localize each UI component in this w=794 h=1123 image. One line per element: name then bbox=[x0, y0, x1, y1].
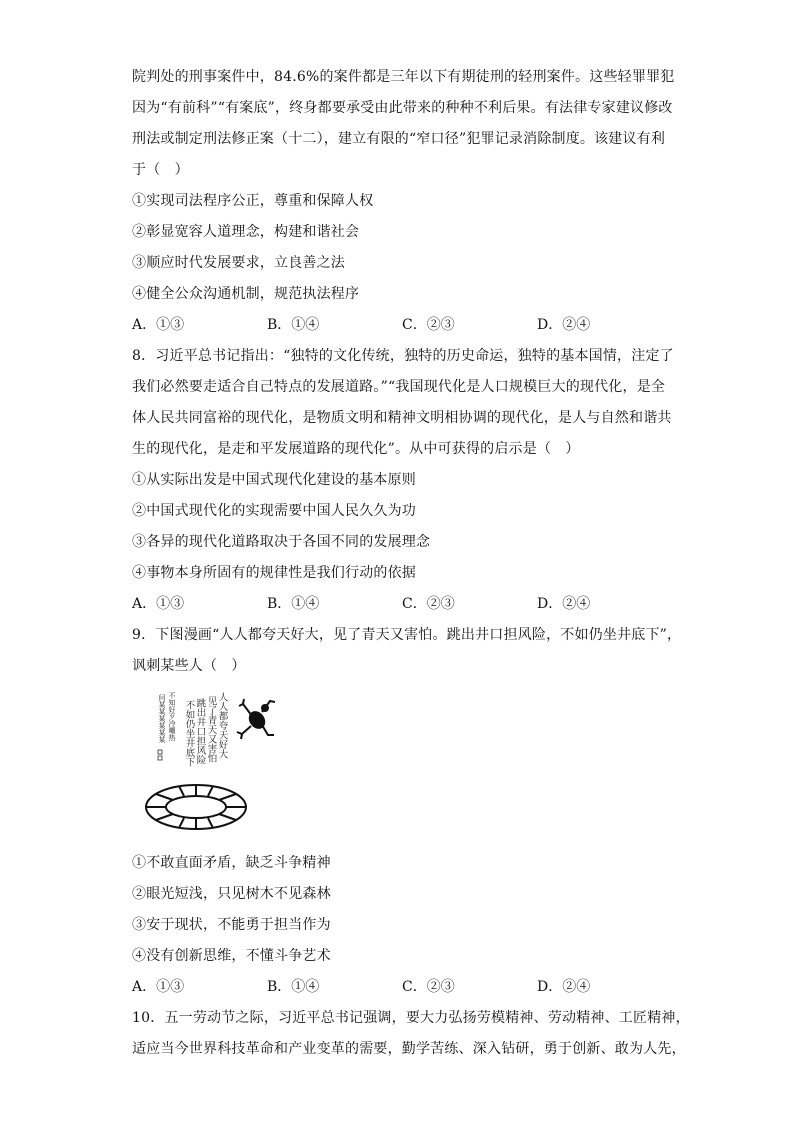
question-10 bbox=[132, 1003, 690, 1065]
option-d[interactable]: D．②④ bbox=[537, 979, 591, 995]
question-9-item-1: ①不敢直面矛盾，缺乏斗争精神 bbox=[132, 855, 331, 871]
question-9-options bbox=[132, 972, 672, 1003]
question-9-item-4: ④没有创新思维，不懂斗争艺术 bbox=[132, 948, 331, 964]
question-7-options bbox=[132, 310, 672, 341]
question-8-line: 体人民共同富裕的现代化，是物质文明和精神文明相协调的现代化，是人与自然和谐共 bbox=[132, 410, 672, 426]
question-7-line: 因为“有前科”“有案底”，终身都要承受由此带来的种种不利后果。有法律专家建议修改 bbox=[132, 100, 673, 116]
question-7-line: 于（ ） bbox=[132, 162, 189, 178]
question-7-line: 院判处的刑事案件中，84.6%的案件都是三年以下有期徒刑的轻刑案件。这些轻罪罪犯 bbox=[132, 69, 675, 85]
well-frog-cartoon bbox=[144, 690, 284, 840]
option-c[interactable]: C．②③ bbox=[402, 317, 455, 333]
option-c[interactable]: C．②③ bbox=[402, 979, 455, 995]
question-8-item-1: ①从实际出发是中国式现代化建设的基本原则 bbox=[132, 472, 416, 488]
question-8-item-2: ②中国式现代化的实现需要中国人民久久为功 bbox=[132, 503, 416, 519]
question-8-item-4: ④事物本身所固有的规律性是我们行动的依据 bbox=[132, 565, 416, 581]
exam-page bbox=[132, 62, 690, 1065]
question-8-line: 我们必然要走适合自己特点的发展道路。”“我国现代化是人口规模巨大的现代化，是全 bbox=[132, 379, 666, 395]
question-9-line: 讽刺某些人（ ） bbox=[132, 658, 246, 674]
cartoon-poem-column: 不如仍坐井底下 bbox=[183, 700, 195, 767]
cartoon-poem-column: 人人都夸天好大 bbox=[216, 692, 228, 759]
question-8-options bbox=[132, 589, 672, 620]
option-a[interactable]: A．①③ bbox=[132, 317, 185, 333]
question-7-item-2: ②彰显宽容人道理念，构建和谐社会 bbox=[132, 224, 360, 240]
question-7 bbox=[132, 62, 675, 341]
question-9-line: 9．下图漫画“人人都夸天好大，见了青天又害怕。跳出井口担风险，不如仍坐井底下”， bbox=[132, 627, 682, 643]
option-b[interactable]: B．①④ bbox=[267, 596, 320, 612]
frog-icon bbox=[237, 699, 275, 739]
question-8-line: 8．习近平总书记指出：“独特的文化传统，独特的历史命运，独特的基本国情，注定了 bbox=[132, 348, 674, 364]
question-8-line: 生的现代化，是走和平发展道路的现代化”。从中可获得的启示是（ ） bbox=[132, 441, 580, 457]
cartoon-side-column: 问某某某某某某 bbox=[158, 694, 166, 743]
question-9 bbox=[132, 620, 682, 1003]
question-9-item-3: ③安于现状，不能勇于担当作为 bbox=[132, 917, 331, 933]
well-icon bbox=[146, 785, 246, 829]
option-b[interactable]: B．①④ bbox=[267, 979, 320, 995]
question-10-line: 10．五一劳动节之际，习近平总书记强调，要大力弘扬劳模精神、劳动精神、工匠精神， bbox=[132, 1010, 690, 1026]
question-7-item-3: ③顺应时代发展要求，立良善之法 bbox=[132, 255, 345, 271]
cartoon-side-column: 不知好歹冷嘲热 bbox=[168, 692, 176, 741]
question-10-line: 适应当今世界科技革命和产业变革的需要，勤学苦练、深入钻研，勇于创新、敢为人先， bbox=[132, 1041, 686, 1057]
option-d[interactable]: D．②④ bbox=[537, 317, 591, 333]
question-7-line: 刑法或制定刑法修正案（十二），建立有限的“窄口径”犯罪记录消除制度。该建议有利 bbox=[132, 131, 666, 147]
question-7-item-4: ④健全公众沟通机制，规范执法程序 bbox=[132, 286, 360, 302]
question-9-item-2: ②眼光短浅，只见树木不见森林 bbox=[132, 886, 331, 902]
option-a[interactable]: A．①③ bbox=[132, 979, 185, 995]
option-c[interactable]: C．②③ bbox=[402, 596, 455, 612]
question-8 bbox=[132, 341, 672, 620]
option-a[interactable]: A．①③ bbox=[132, 596, 185, 612]
option-d[interactable]: D．②④ bbox=[537, 596, 591, 612]
question-7-item-1: ①实现司法程序公正，尊重和保障人权 bbox=[132, 193, 374, 209]
cartoon-poem-column: 跳出井口担风险 bbox=[194, 698, 206, 765]
question-8-item-3: ③各异的现代化道路取决于各国不同的发展理念 bbox=[132, 534, 431, 550]
cartoon-poem-column: 见了青天又害怕 bbox=[205, 696, 217, 763]
option-b[interactable]: B．①④ bbox=[267, 317, 320, 333]
